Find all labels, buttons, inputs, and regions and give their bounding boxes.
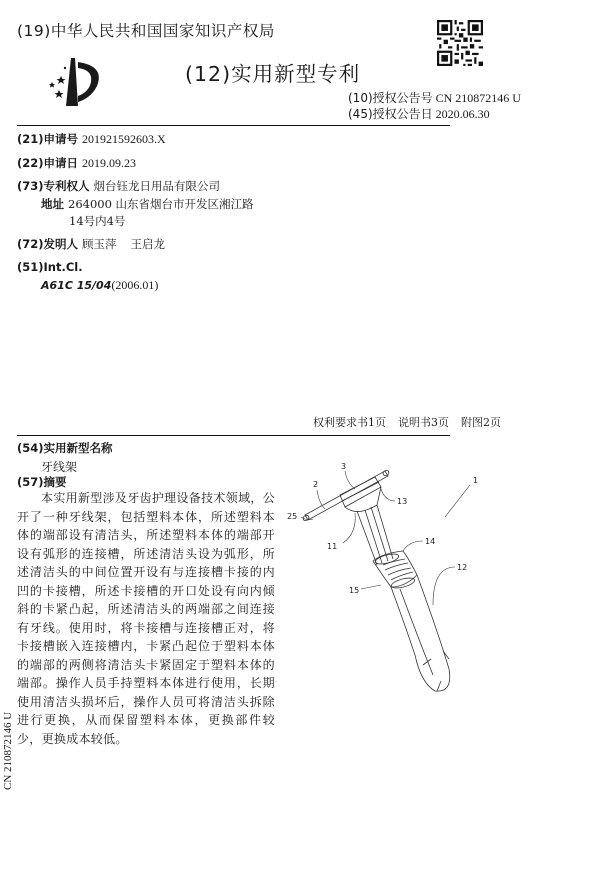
handle-outline	[391, 575, 450, 691]
address-field	[41, 196, 254, 212]
application-date-field	[17, 155, 136, 171]
application-number-label: (21)申请号	[17, 132, 79, 146]
abstract-field	[17, 474, 67, 490]
application-number-field	[17, 131, 166, 147]
address-line1: 264000 山东省烟台市开发区湘江路	[68, 197, 254, 211]
patentee-label: (73)专利权人	[17, 179, 90, 193]
patentee-field	[17, 178, 220, 194]
utility-model-title: 牙线架	[41, 460, 78, 474]
document-type: (12)实用新型专利	[185, 62, 361, 86]
address-label: 地址	[41, 197, 64, 211]
abstract-text: 本实用新型涉及牙齿护理设备技术领域，公开了一种牙线架，包括塑料本体，所述塑料本体的端部设有清洁头，所述塑料本体的端部开设有弧形的连接槽，所述清洁头设为弧形，所述清洁头的中间位置开设有与连接槽卡接的内凹的卡接槽，所述卡接槽的开口处设有向内倾斜的卡紧凸起，所述清洁头的两端部之间连接有牙线。使用时，将卡接槽与连接槽正对，将卡接槽嵌入连接槽内，卡紧凸起位于塑料本体的端部的两侧将清洁头卡紧固定于塑料本体的端部。操作人员手持塑料本体进行使用，长期使用清洁头损坏后，操作人员可将清洁头拆除进行更换，从而保留塑料本体，更换部件较少，更换成本较低。	[17, 491, 275, 746]
label-1: 1	[473, 476, 479, 485]
leader-11	[343, 513, 355, 543]
publication-date	[348, 105, 490, 122]
leader-lines	[301, 471, 470, 605]
publication-date-value: 2020.06.30	[435, 107, 490, 121]
side-publication-number	[2, 711, 16, 880]
leader-15	[361, 585, 381, 589]
leader-13	[381, 489, 395, 501]
handle-segment	[437, 681, 441, 691]
leader-3	[345, 471, 355, 489]
ipc-classification	[41, 278, 158, 293]
drawings-pages: 附图2页	[461, 416, 501, 429]
claims-pages: 权利要求书1页	[313, 416, 386, 429]
publication-number-label: (10)授权公告号	[348, 91, 433, 105]
publication-number-value: CN 210872146 U	[435, 91, 521, 105]
header-divider	[17, 125, 450, 126]
utility-model-name-field	[17, 440, 113, 456]
abstract-label: (57)摘要	[17, 475, 67, 489]
label-25: 25	[287, 512, 298, 521]
publication-number	[348, 89, 521, 106]
application-date-value: 2019.09.23	[82, 156, 137, 170]
label-3: 3	[341, 462, 347, 471]
leader-1	[445, 485, 470, 517]
application-number-value: 201921592603.X	[82, 132, 166, 146]
leader-14	[403, 541, 423, 551]
label-12: 12	[457, 563, 468, 572]
head-base	[345, 487, 381, 512]
side-number-text: CN 210872146 U	[2, 711, 14, 790]
label-14: 14	[425, 537, 436, 546]
pages-summary	[313, 414, 513, 430]
patentee-value: 烟台钰龙日用品有限公司	[93, 179, 221, 193]
section-divider	[17, 435, 450, 436]
ipc-version: (2006.01)	[111, 278, 159, 292]
ipc-field	[17, 260, 83, 274]
label-2: 2	[313, 480, 319, 489]
ipc-label: (51)Int.Cl.	[17, 260, 83, 274]
inventors-field	[17, 236, 165, 252]
qr-code-icon	[437, 20, 483, 66]
publication-date-label: (45)授权公告日	[348, 107, 433, 121]
label-11: 11	[327, 542, 338, 551]
ipc-code: A61C 15/04	[41, 279, 112, 292]
leader-12	[433, 567, 455, 605]
drawing-lines	[302, 469, 450, 691]
description-pages: 说明书3页	[398, 416, 449, 429]
inventors-label: (72)发明人	[17, 237, 79, 251]
application-date-label: (22)申请日	[17, 156, 79, 170]
address-line2: 14号内4号	[69, 214, 126, 228]
utility-model-name-label: (54)实用新型名称	[17, 441, 113, 455]
inventor-name: 顾玉萍	[82, 237, 117, 251]
label-15: 15	[349, 586, 360, 595]
floss-holder-drawing	[285, 455, 505, 715]
cnipa-logo-icon	[45, 52, 110, 107]
issuing-office: (19)中华人民共和国国家知识产权局	[17, 22, 275, 40]
inventor-name: 王启龙	[130, 237, 166, 251]
label-13: 13	[397, 497, 408, 506]
grip-ridge	[388, 568, 411, 575]
